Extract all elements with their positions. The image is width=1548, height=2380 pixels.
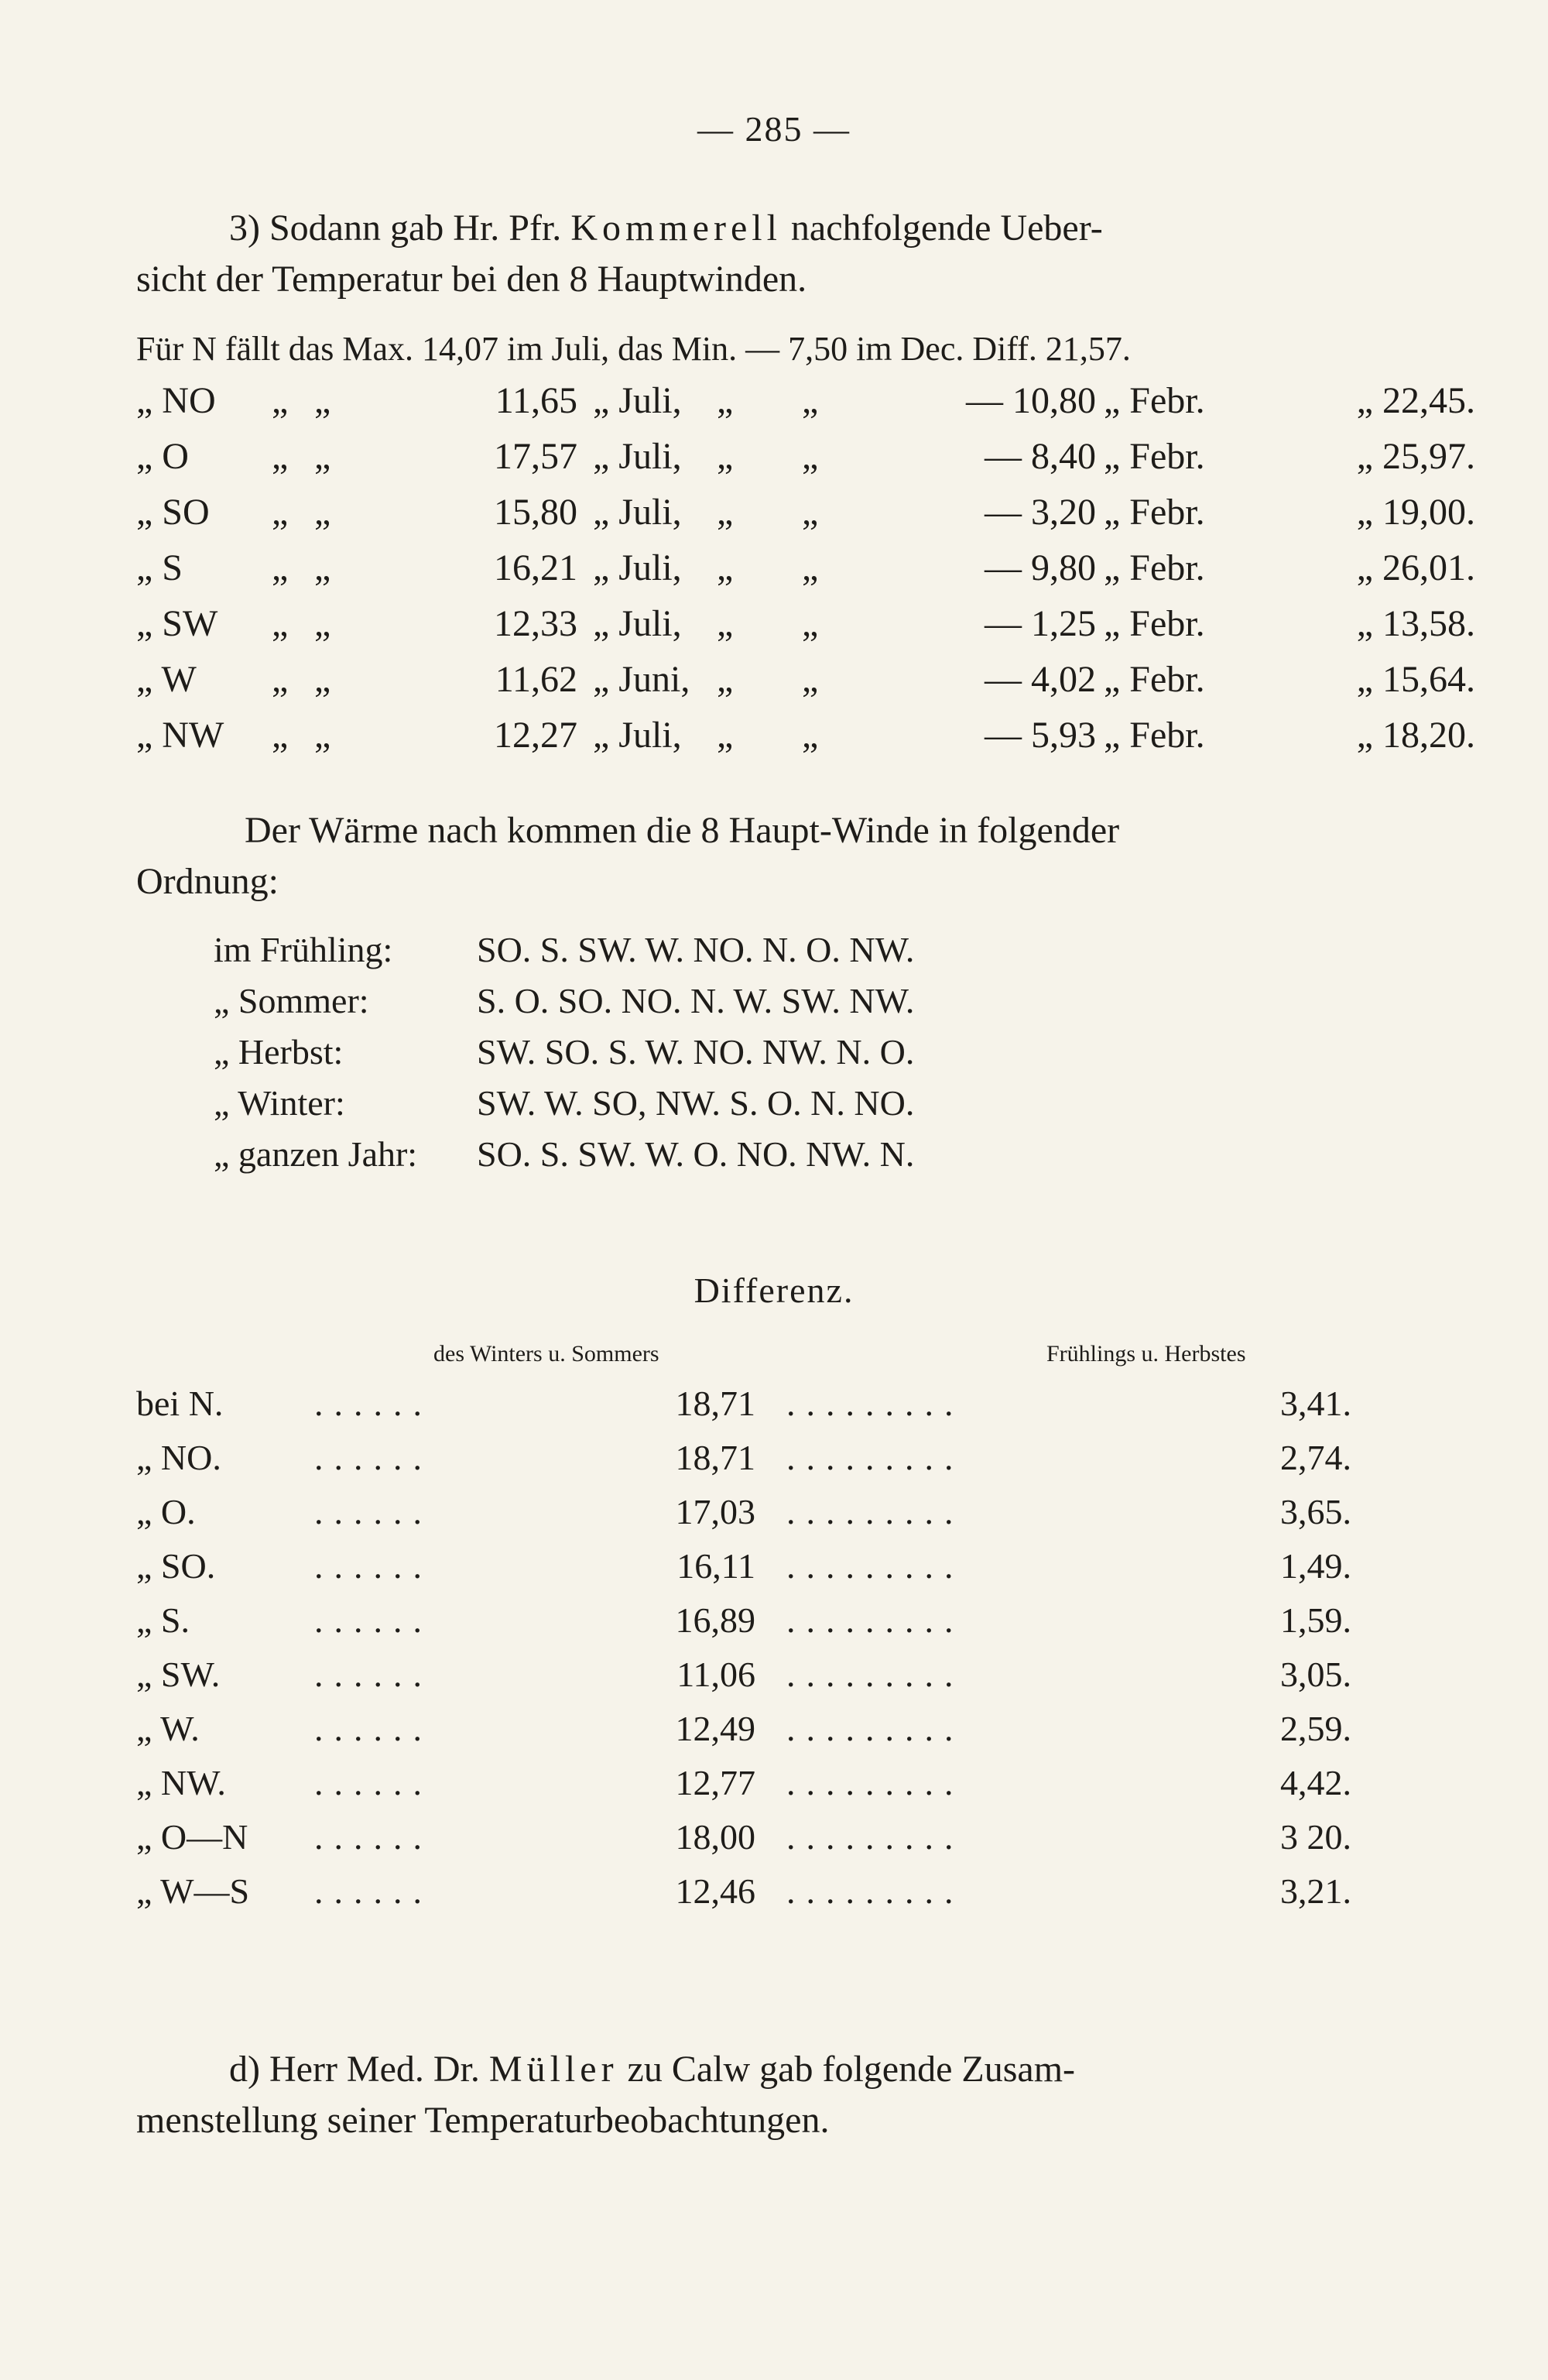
min-month: „ Febr. [1104,659,1205,700]
leader-dots: ......... [786,1438,964,1477]
diff-value: „ 19,00. [1356,492,1475,533]
diff-value: „ 22,45. [1356,380,1475,421]
wind-label: „ W. [136,1709,200,1748]
spring-autumn-value: 3,41. [1280,1384,1351,1423]
leader-dots: ......... [786,1492,964,1531]
ditto-mark: „ [802,603,819,644]
min-month: „ Febr. [1104,492,1205,533]
wind-label: „ O [136,436,189,477]
winter-summer-value: 16,11 [676,1546,755,1586]
wind-label: „ SW. [136,1655,221,1694]
wind-label: „ NW. [136,1763,226,1802]
order-line-2: Ordnung: [136,861,279,902]
ditto-mark: „ [314,715,331,756]
difference-row [136,1545,1367,1595]
difference-col2-header: Frühlings u. Herbstes [1046,1341,1246,1367]
min-month: „ Febr. [1104,715,1205,756]
wind-label: „ O. [136,1492,196,1531]
winter-summer-value: 12,49 [675,1709,755,1748]
max-month: „ Juli, [593,715,682,756]
difference-col1-header: des Winters u. Sommers [433,1341,659,1367]
min-value: — 5,93 [985,715,1096,756]
min-month: „ Febr. [1104,380,1205,421]
leader-dots: ...... [314,1763,433,1802]
difference-row [136,1654,1367,1703]
leader-dots: ......... [786,1817,964,1857]
intro-line-2: sicht der Temperatur bei den 8 Hauptwinden. [136,259,807,300]
ditto-mark: „ [314,547,331,588]
leader-dots: ......... [786,1763,964,1802]
difference-row [136,1437,1367,1487]
max-month: „ Juli, [593,436,682,477]
wind-label: „ W [136,659,197,700]
season-order: SO. S. SW. W. NO. N. O. NW. [477,930,915,969]
ditto-mark: „ [314,380,331,421]
intro-paragraph [136,203,1359,305]
wind-label: „ SO [136,492,210,533]
leader-dots: ......... [786,1546,964,1586]
leader-dots: ......... [786,1384,964,1423]
temperature-header: Für N fällt das Max. 14,07 im Juli, das Min. — 7,50 im Dec. Diff. 21,57. [136,330,1131,368]
max-month: „ Juli, [593,547,682,588]
ditto-mark: „ [802,659,819,700]
difference-row [136,1383,1367,1432]
season-order: SO. S. SW. W. O. NO. NW. N. [477,1134,915,1174]
difference-row [136,1816,1367,1866]
min-month: „ Febr. [1104,436,1205,477]
leader-dots: ...... [314,1600,433,1640]
leader-dots: ...... [314,1492,433,1531]
ditto-mark: „ [314,659,331,700]
winter-summer-value: 18,00 [675,1817,755,1857]
ditto-mark: „ [802,492,819,533]
winter-summer-value: 12,46 [675,1871,755,1911]
season-label: „ Herbst: [214,1032,344,1072]
difference-row [136,1491,1367,1541]
wind-label: „ NW [136,715,224,756]
ditto-mark: „ [717,659,734,700]
leader-dots: ...... [314,1817,433,1857]
ditto-mark: „ [272,436,289,477]
spring-autumn-value: 3,05. [1280,1655,1351,1694]
leader-dots: ......... [786,1709,964,1748]
winter-summer-value: 17,03 [675,1492,755,1531]
ditto-mark: „ [802,436,819,477]
ditto-mark: „ [272,659,289,700]
min-value: — 1,25 [985,603,1096,644]
min-value: — 9,80 [985,547,1096,588]
max-month: „ Juli, [593,492,682,533]
diff-value: „ 18,20. [1356,715,1475,756]
spring-autumn-value: 1,59. [1280,1600,1351,1640]
season-order: SW. W. SO, NW. S. O. N. NO. [477,1083,915,1123]
max-value: 16,21 [494,547,577,588]
leader-dots: ...... [314,1709,433,1748]
spring-autumn-value: 2,74. [1280,1438,1351,1477]
wind-label: „ S. [136,1600,190,1640]
wind-label: „ NO. [136,1438,221,1477]
min-value: — 4,02 [985,659,1096,700]
doctor-name: Müller [488,2049,618,2090]
ditto-mark: „ [272,380,289,421]
difference-row [136,1708,1367,1758]
max-value: 17,57 [494,436,577,477]
leader-dots: ......... [786,1655,964,1694]
winter-summer-value: 11,06 [676,1655,755,1694]
max-value: 15,80 [494,492,577,533]
closing-line-2: menstellung seiner Temperaturbeobachtungen. [136,2100,830,2141]
leader-dots: ...... [314,1438,433,1477]
diff-value: „ 13,58. [1356,603,1475,644]
min-month: „ Febr. [1104,603,1205,644]
leader-dots: ...... [314,1655,433,1694]
wind-label: „ SO. [136,1546,216,1586]
author-name: Kommerell [570,207,782,249]
max-value: 11,62 [495,659,577,700]
ditto-mark: „ [314,603,331,644]
ditto-mark: „ [717,603,734,644]
ditto-mark: „ [802,715,819,756]
diff-value: „ 26,01. [1356,547,1475,588]
intro-line-1: 3) Sodann gab Hr. Pfr. Kommerell nachfolgende Ueber- [229,207,1103,249]
ditto-mark: „ [272,603,289,644]
ditto-mark: „ [272,547,289,588]
spring-autumn-value: 1,49. [1280,1546,1351,1586]
order-paragraph [136,805,1359,907]
winter-summer-value: 16,89 [675,1600,755,1640]
leader-dots: ...... [314,1546,433,1586]
ditto-mark: „ [717,380,734,421]
wind-label: „ W—S [136,1871,250,1911]
min-month: „ Febr. [1104,547,1205,588]
max-month: „ Juli, [593,603,682,644]
min-value: — 10,80 [966,380,1096,421]
season-label: im Frühling: [214,930,393,969]
ditto-mark: „ [272,492,289,533]
leader-dots: ......... [786,1871,964,1911]
min-value: — 3,20 [985,492,1096,533]
spring-autumn-value: 2,59. [1280,1709,1351,1748]
max-value: 12,27 [494,715,577,756]
leader-dots: ......... [786,1600,964,1640]
closing-paragraph [136,2044,1359,2146]
wind-label: „ NO [136,380,216,421]
ditto-mark: „ [717,547,734,588]
ditto-mark: „ [314,436,331,477]
leader-dots: ...... [314,1871,433,1911]
page-number: — 285 — [697,109,851,149]
difference-row [136,1762,1367,1812]
difference-row [136,1600,1367,1649]
order-line-1: Der Wärme nach kommen die 8 Haupt-Winde in folgender [245,810,1120,851]
wind-label: bei N. [136,1384,224,1423]
difference-row [136,1871,1367,1920]
difference-title: Differenz. [694,1271,854,1310]
diff-value: „ 15,64. [1356,659,1475,700]
ditto-mark: „ [802,547,819,588]
ditto-mark: „ [314,492,331,533]
spring-autumn-value: 3,65. [1280,1492,1351,1531]
spring-autumn-value: 3 20. [1280,1817,1351,1857]
ditto-mark: „ [717,492,734,533]
spring-autumn-value: 3,21. [1280,1871,1351,1911]
season-order: SW. SO. S. W. NO. NW. N. O. [477,1032,915,1072]
season-order: S. O. SO. NO. N. W. SW. NW. [477,981,915,1020]
max-value: 12,33 [494,603,577,644]
season-label: „ Sommer: [214,981,369,1020]
max-month: „ Juli, [593,380,682,421]
wind-label: „ S [136,547,183,588]
wind-label: „ SW [136,603,218,644]
winter-summer-value: 18,71 [675,1438,755,1477]
diff-value: „ 25,97. [1356,436,1475,477]
closing-line-1: d) Herr Med. Dr. Müller zu Calw gab folgende Zusam- [229,2049,1076,2090]
leader-dots: ...... [314,1384,433,1423]
season-label: „ Winter: [214,1083,345,1123]
winter-summer-value: 12,77 [675,1763,755,1802]
winter-summer-value: 18,71 [675,1384,755,1423]
ditto-mark: „ [717,436,734,477]
spring-autumn-value: 4,42. [1280,1763,1351,1802]
ditto-mark: „ [272,715,289,756]
wind-label: „ O—N [136,1817,248,1857]
ditto-mark: „ [717,715,734,756]
ditto-mark: „ [802,380,819,421]
max-month: „ Juni, [593,659,690,700]
max-value: 11,65 [495,380,577,421]
season-label: „ ganzen Jahr: [214,1134,418,1174]
min-value: — 8,40 [985,436,1096,477]
